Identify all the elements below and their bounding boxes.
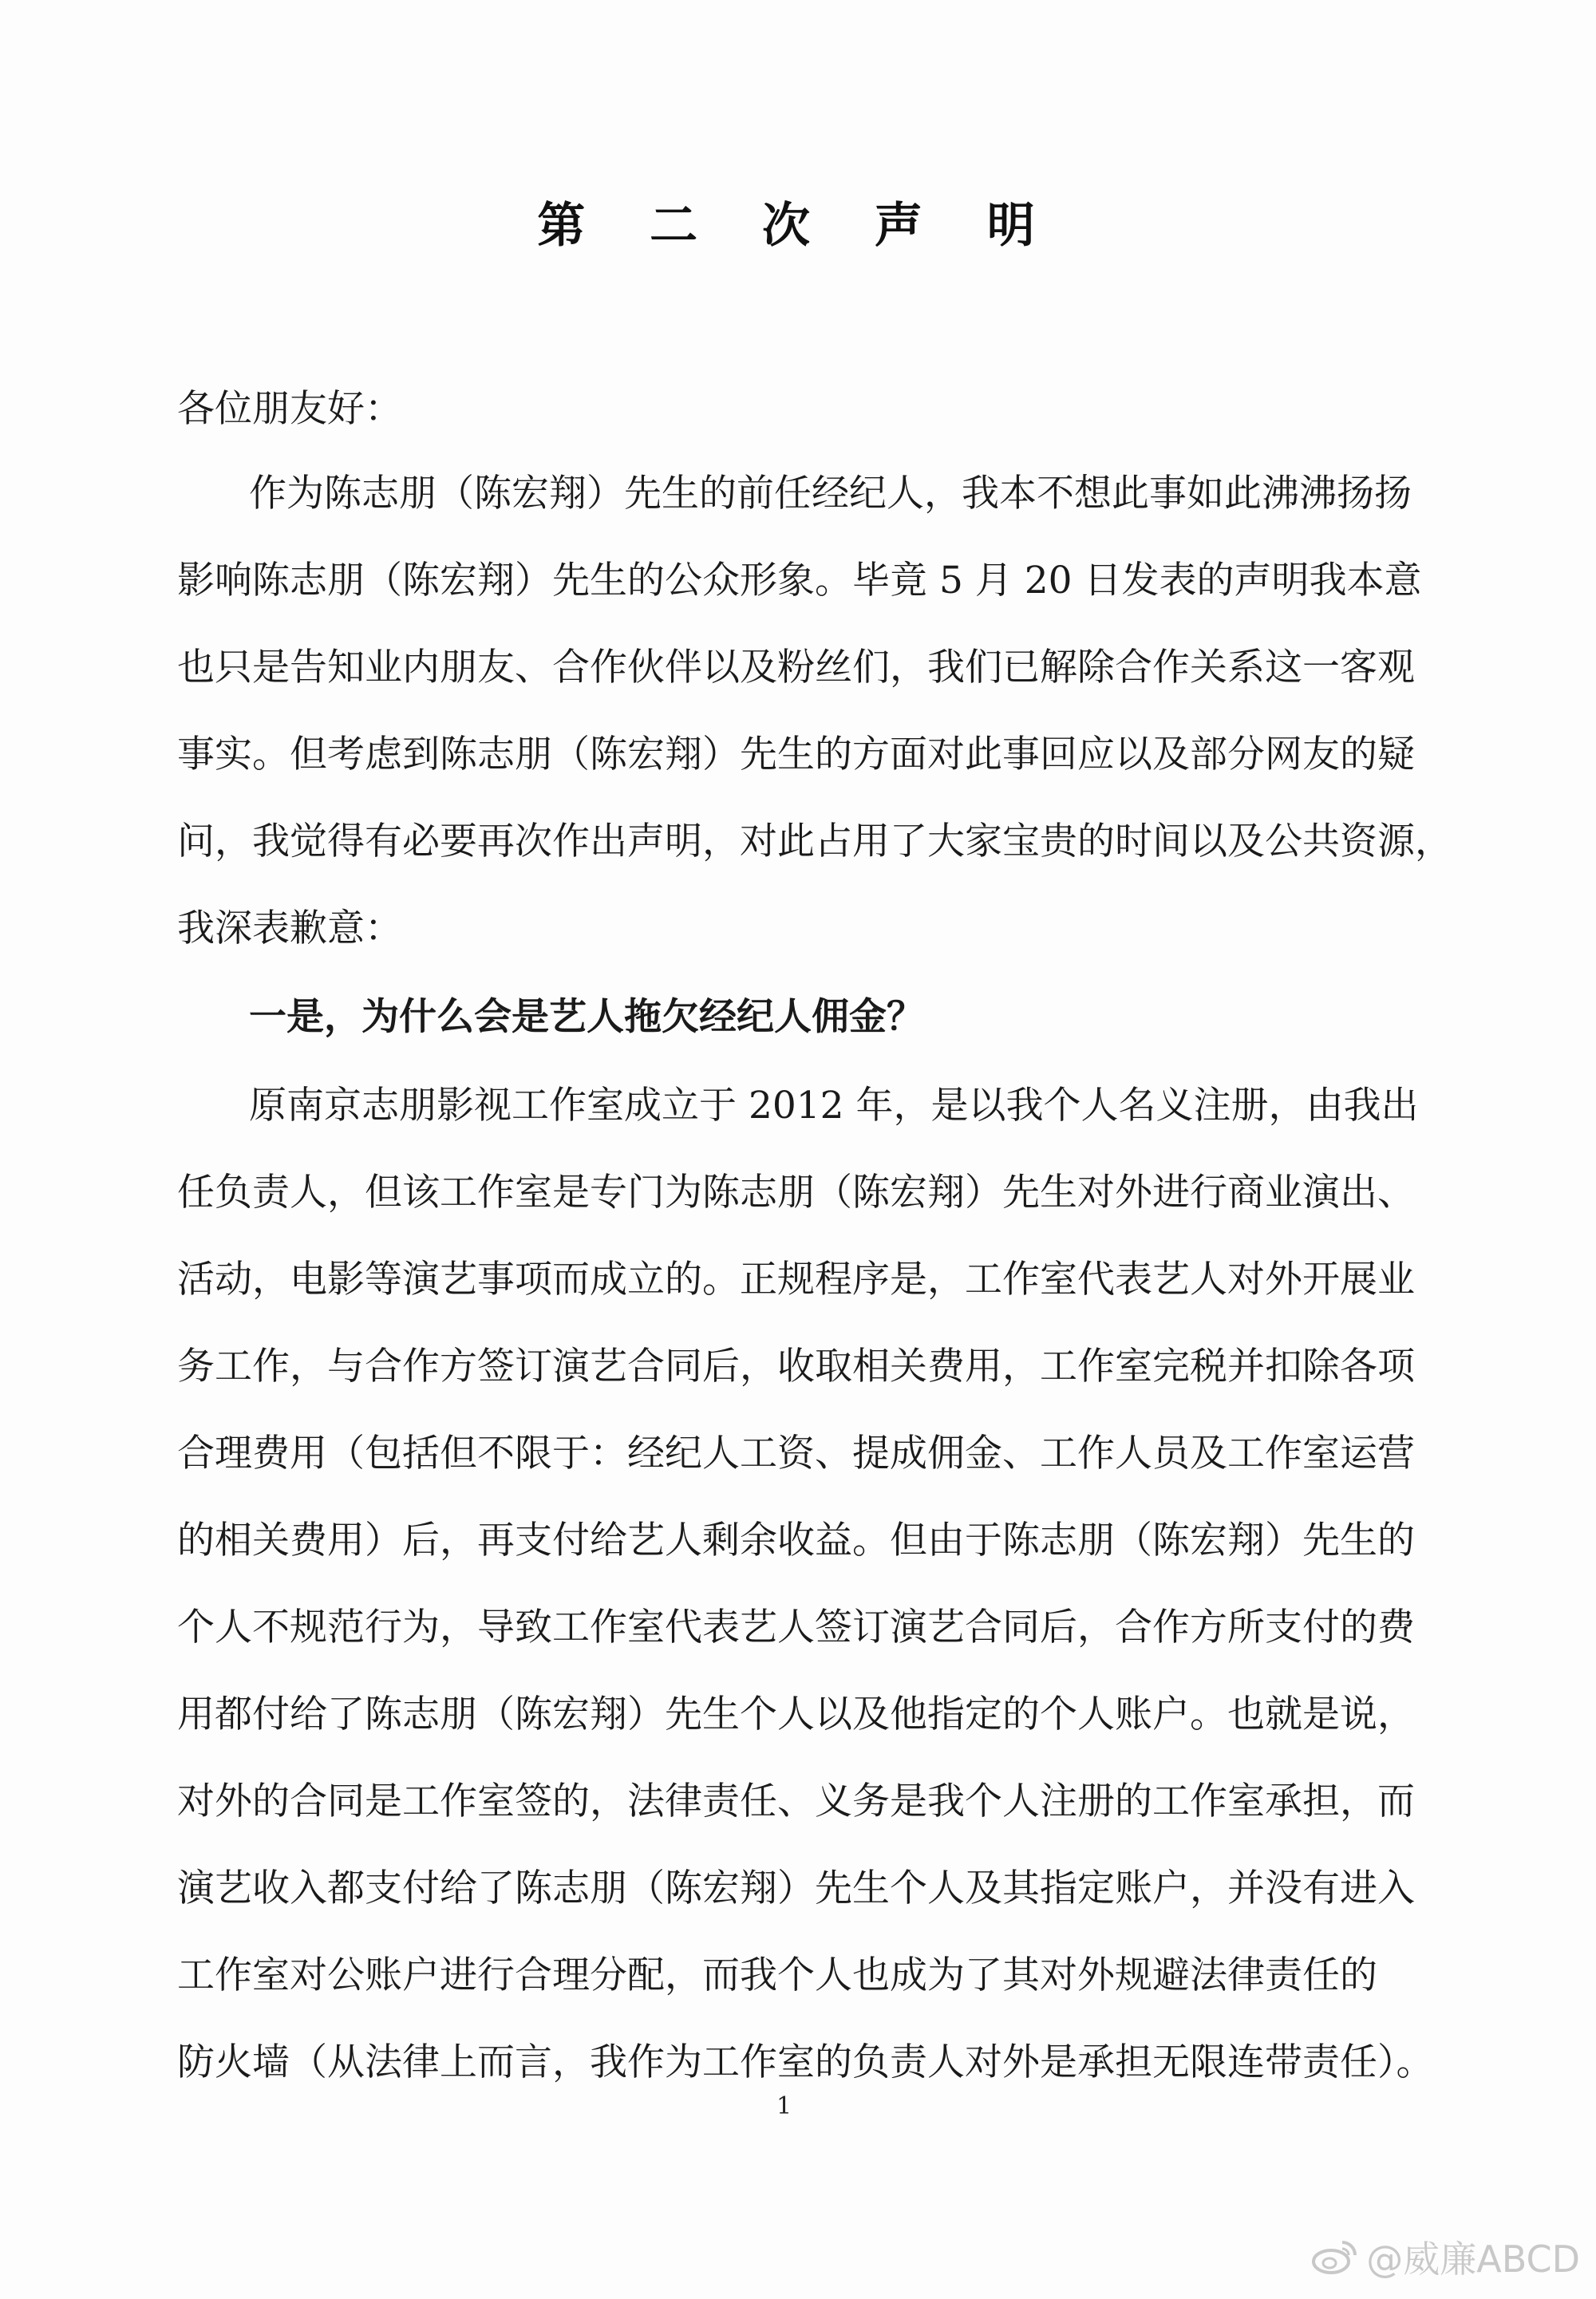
paragraph-line: 合理费用（包括但不限于：经纪人工资、提成佣金、工作人员及工作室运营	[177, 1432, 1415, 1475]
paragraph-line: 演艺收入都支付给了陈志朋（陈宏翔）先生个人及其指定账户，并没有进入	[177, 1866, 1415, 1910]
paragraph-line: 也只是告知业内朋友、合作伙伴以及粉丝们，我们已解除合作关系这一客观	[177, 646, 1415, 689]
paragraph-line: 用都付给了陈志朋（陈宏翔）先生个人以及他指定的个人账户。也就是说，	[177, 1693, 1415, 1736]
document-title: 第 二 次 声 明	[537, 198, 1059, 254]
weibo-watermark	[1310, 2230, 1580, 2283]
paragraph-line: 原南京志朋影视工作室成立于 2012 年，是以我个人名义注册，由我出	[249, 1084, 1419, 1128]
paragraph-line: 的相关费用）后，再支付给艺人剩余收益。但由于陈志朋（陈宏翔）先生的	[177, 1519, 1415, 1562]
paragraph-line: 防火墙（从法律上而言，我作为工作室的负责人对外是承担无限连带责任）。	[177, 2040, 1434, 2084]
watermark-text: @威廉ABCD	[1366, 2238, 1580, 2281]
paragraph-line: 个人不规范行为，导致工作室代表艺人签订演艺合同后，合作方所支付的费	[177, 1606, 1415, 1649]
paragraph-line: 作为陈志朋（陈宏翔）先生的前任经纪人，我本不想此事如此沸沸扬扬	[249, 472, 1412, 515]
paragraph-line: 影响陈志朋（陈宏翔）先生的公众形象。毕竟 5 月 20 日发表的声明我本意	[177, 559, 1422, 602]
paragraph-line: 对外的合同是工作室签的，法律责任、义务是我个人注册的工作室承担，而	[177, 1780, 1415, 1823]
paragraph-line: 任负责人，但该工作室是专门为陈志朋（陈宏翔）先生对外进行商业演出、	[177, 1171, 1415, 1215]
section-heading: 一是，为什么会是艺人拖欠经纪人佣金？	[249, 995, 924, 1039]
paragraph-line: 事实。但考虑到陈志朋（陈宏翔）先生的方面对此事回应以及部分网友的疑	[177, 733, 1415, 776]
greeting: 各位朋友好：	[177, 387, 402, 431]
paragraph-line: 工作室对公账户进行合理分配，而我个人也成为了其对外规避法律责任的	[177, 1953, 1377, 1997]
weibo-icon	[1310, 2238, 1360, 2276]
paragraph-line: 活动，电影等演艺事项而成立的。正规程序是，工作室代表艺人对外开展业	[177, 1258, 1415, 1302]
paragraph-line: 我深表歉意：	[177, 907, 402, 950]
paragraph-line: 务工作，与合作方签订演艺合同后，收取相关费用，工作室完税并扣除各项	[177, 1345, 1415, 1388]
paragraph-line: 问，我觉得有必要再次作出声明，对此占用了大家宝贵的时间以及公共资源，	[177, 820, 1452, 863]
page-number: 1	[776, 2092, 792, 2120]
